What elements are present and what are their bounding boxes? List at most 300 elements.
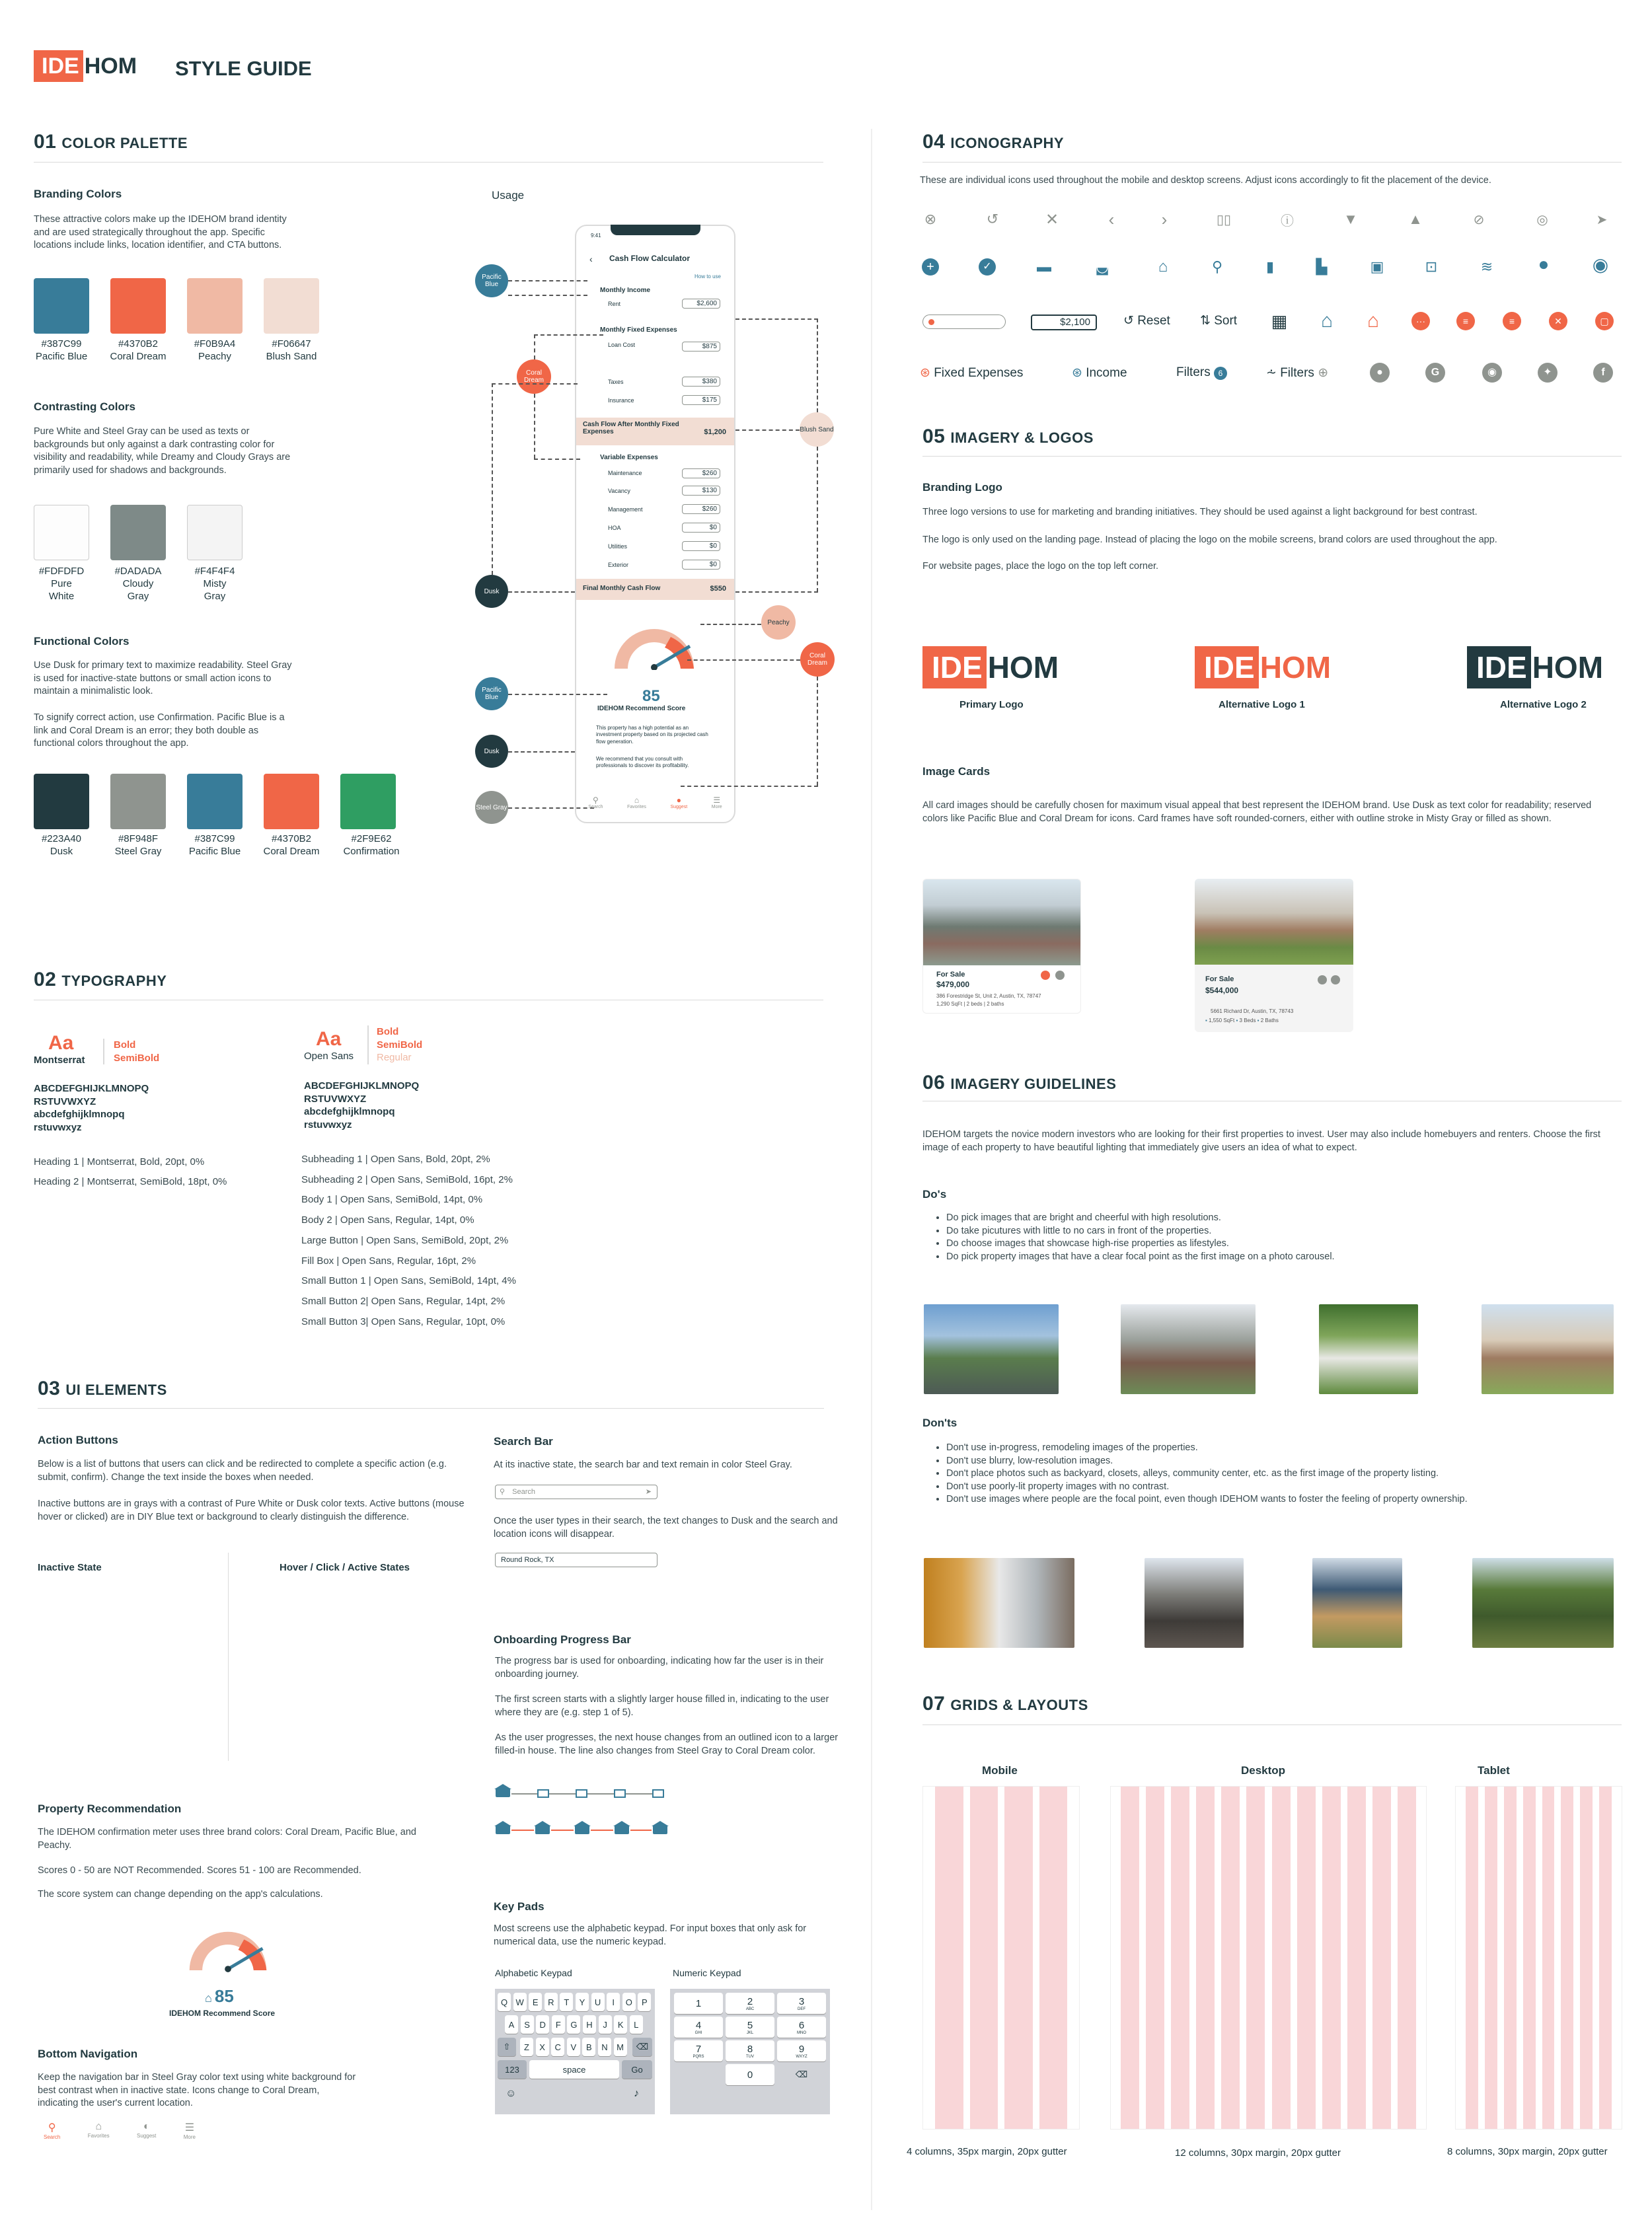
imagery-guidelines-text: IDEHOM targets the novice modern investors who are looking for their first properties to invest. User may also include homebuyers and renters. Choose the first image of each property to have beautiful lighting that immediately give users an idea of what to expect. [922,1129,1600,1153]
key-space[interactable]: space [529,2060,619,2079]
key-f[interactable]: F [552,2015,565,2034]
key-e[interactable]: E [529,1993,542,2011]
rent-input[interactable]: $2,600 [682,299,720,309]
recommend-label: IDEHOM Recommend Score [169,2009,276,2018]
bath-icon[interactable]: ◛ [1095,258,1109,275]
pill-steel-gray: Steel Gray [475,791,508,824]
search-icon: ⚲ [500,1488,506,1496]
location-marker-icon[interactable]: ● [1538,254,1550,274]
favorite-coral-icon[interactable] [1041,971,1050,980]
score-label: IDEHOM Recommend Score [597,705,686,712]
key-letters: ABC [745,2007,755,2011]
key-a[interactable]: A [505,2015,518,2034]
card-address: 386 Forestridge St, Unit 2, Austin, TX, 78747 [936,993,1041,999]
key-m[interactable]: M [614,2038,627,2056]
fixed-expenses-chip[interactable] [920,365,1023,381]
opensans-aa: Aa [316,1028,342,1050]
key-x[interactable]: X [536,2038,549,2056]
close-coral-icon[interactable]: ✕ [1548,311,1569,332]
vacancy-input[interactable]: $130 [682,486,720,496]
nav-label: Search [44,2134,61,2140]
branding-logo-text-2: The logo is only used on the landing page. Instead of placing the logo on the mobile screens, brand colors are used throughout the app. [922,535,1497,545]
suggest-icon: ◐ [143,2121,150,2132]
chevron-right-icon[interactable]: › [1161,209,1168,229]
key-4[interactable] [674,2017,723,2038]
do-image-cottage [1319,1304,1418,1394]
section-03-title: 03 UI ELEMENTS [38,1378,167,1399]
section-05-title: 05 IMAGERY & LOGOS [922,426,1094,447]
swatch-hex: #F4F4F4 [194,566,235,577]
key-g[interactable]: G [567,2015,580,2034]
key-z[interactable]: Z [520,2038,533,2056]
filters-label: Filters [1280,366,1314,380]
backspace-key-icon[interactable]: ⌫ [632,2038,652,2056]
inactive-state-label: Inactive State [38,1562,102,1573]
action-buttons-title: Action Buttons [38,1434,118,1446]
nav-suggest[interactable] [670,796,687,822]
iconography-text: These are individual icons used throughout the mobile and desktop screens. Adjust icons accordingly to fit the placement of the device. [920,175,1491,186]
how-to-link[interactable]: How to use [694,274,721,279]
weight-label: SemiBold [377,1039,423,1051]
taxes-label: Taxes [608,379,624,385]
heading-spec: Heading 2 | Montserrat, SemiBold, 18pt, 0% [34,1176,227,1187]
progress-slider[interactable] [922,315,1006,329]
insurance-label: Insurance [608,397,634,404]
close-circle-icon[interactable]: ⊗ [924,211,937,227]
phone-time: 9:41 [591,233,601,239]
car-icon[interactable]: ⊡ [1425,258,1438,275]
tablet-grid-caption: 8 columns, 30px margin, 20px gutter [1447,2146,1608,2157]
plus-circle-icon[interactable]: + [920,256,941,278]
grid-column [1372,1787,1391,2129]
back-chevron-icon[interactable]: ‹ [589,254,593,264]
map-pin-icon[interactable]: ⚲ [1211,258,1223,275]
key-o[interactable]: O [622,1993,636,2011]
branding-colors-text: These attractive colors make up the IDEHOM brand identity and are used strategically throughout the app. Specific locations include links, location identifier, and CTA buttons. [34,214,287,251]
final-cash-flow-value: $550 [710,585,726,593]
nav-suggest[interactable] [137,2121,156,2140]
section-04-title: 04 ICONOGRAPHY [922,131,1065,153]
chip-label: Fixed Expenses [934,366,1024,380]
tools-icon[interactable]: ▣ [1370,258,1384,275]
location-arrow-icon: ➤ [645,1488,652,1496]
key-s[interactable]: S [521,2015,534,2034]
card-status: For Sale [936,971,965,979]
menu-icon: ☰ [713,796,721,805]
logo-hom: HOM [1532,650,1604,685]
do-image-townhouses [1121,1304,1256,1394]
alphabet-line: abcdefghijklmnopq [34,1109,125,1120]
dos-item: • Do take picutures with little to no cars in front of the properties. [946,1225,1618,1238]
nav-label: Suggest [670,805,688,809]
house-icon: ⌂ [95,2121,102,2132]
card-address: 5661 Richard Dr, Austin, TX, 78743 [1211,1008,1294,1014]
grid-column [1246,1787,1265,2129]
key-c[interactable]: C [551,2038,564,2056]
emoji-icon[interactable]: ☺ [506,2088,517,2099]
suggest-icon: ● [676,796,681,805]
key-letters: DEF [798,2007,806,2011]
desktop-grid [1110,1786,1427,2130]
grid-column [970,1787,998,2129]
section-02-title: 02 TYPOGRAPHY [34,969,167,990]
logo-hom: HOM [1259,650,1332,685]
key-digit: 2 [747,1995,753,2007]
tablet-grid [1455,1786,1622,2130]
pill-dusk: Dusk [475,575,508,608]
key-8[interactable] [726,2040,774,2061]
nav-label: Suggest [137,2133,157,2139]
shift-key-icon[interactable]: ⇧ [498,2038,516,2056]
opensans-weights [367,1025,422,1064]
nav-label: More [711,805,722,809]
loan-input[interactable]: $875 [682,342,720,352]
hoa-input[interactable]: $0 [682,523,720,533]
dont-image-remodel [924,1558,1074,1648]
donts-title: Don'ts [922,1417,957,1429]
score-value: 85 [214,1986,234,2006]
undo-icon: ↺ [1123,314,1134,328]
swatch-name: Coral Dream [263,845,320,857]
search-bar-text-1: At its inactive state, the search bar and text remain in color Steel Gray. [494,1460,792,1470]
meta-beds: 3 Beds [1239,1018,1256,1023]
recommend-gauge-icon [183,1925,273,1972]
undo-icon[interactable]: ↺ [986,211,999,227]
swatch-steel-gray [110,774,166,829]
send-arrow-icon[interactable]: ➤ [1596,212,1608,227]
grid-column [1398,1787,1416,2129]
dos-item: • Do choose images that showcase high-rise properties as lifestyles. [946,1238,1618,1251]
grid-column [1039,1787,1068,2129]
utilities-label: Utilities [608,543,628,550]
key-go[interactable]: Go [622,2060,652,2079]
chevron-left-icon[interactable]: ‹ [1108,209,1115,229]
swatch-hex: #2F9E62 [351,833,392,844]
card-meta: 1,290 SqFt | 2 beds | 2 baths [936,1001,1004,1007]
filters-button[interactable] [1266,365,1328,381]
key-t[interactable]: T [560,1993,573,2011]
branding-logo-title: Branding Logo [922,481,1002,494]
loan-label: Loan Cost [608,342,636,348]
google-icon[interactable]: G [1425,362,1446,383]
nav-search[interactable] [44,2121,60,2140]
page-title: STYLE GUIDE [175,57,312,80]
action-buttons-text-2: Inactive buttons are in grays with a contrast of Pure White or Dusk color texts. Active buttons (mouse hover or clicked) are in DIY Blue text or background to clearly distinguish the difference. [38,1499,465,1522]
key-1[interactable] [674,1993,723,2014]
alphabet-line: ABCDEFGHIJKLMNOPQ [34,1083,149,1094]
reset-button[interactable] [1123,313,1170,328]
house-alert-icon[interactable]: ⌂ [1367,310,1380,332]
management-input[interactable]: $260 [682,504,720,514]
numeric-keypad-label: Numeric Keypad [673,1968,741,1978]
action-buttons-text-1: Below is a list of buttons that users can click and be redirected to complete a specific action (e.g. submit, confirm). Change the text inside the boxes when needed. [38,1459,447,1483]
donts-item: • Don't use images where people are the focal point, even though IDEHOM wants to foster the feeling of property ownership. [946,1493,1618,1506]
list-coral-icon[interactable]: ≡ [1501,311,1522,332]
swatch-hex: #4370B2 [271,833,312,844]
swatch-hex: #F06647 [272,338,311,350]
body-spec: Body 1 | Open Sans, SemiBold, 14pt, 0% [301,1194,483,1206]
body-spec: Subheading 1 | Open Sans, Bold, 20pt, 2% [301,1154,490,1165]
grid-column [1272,1787,1291,2129]
filters-badge: 6 [1214,367,1227,380]
triangle-down-icon[interactable]: ▼ [1343,211,1358,227]
key-h[interactable]: H [583,2015,596,2034]
calculator-icon[interactable]: ▦ [1271,311,1288,331]
grid-column [1580,1787,1593,2129]
pill-peachy: Peachy [761,605,796,640]
key-digit: 6 [798,2019,805,2031]
plus-circle-small-icon: ⊕ [1318,366,1329,380]
donts-list [937,1442,1618,1506]
book-icon[interactable]: ▯▯ [1216,212,1231,227]
search-bar-active[interactable]: Round Rock, TX [495,1553,657,1567]
nav-favorites[interactable] [627,796,646,822]
value-input[interactable]: $2,100 [1031,315,1097,330]
dollar-blue-icon: ⊛ [1072,366,1082,380]
swatch-name: Pure White [48,577,75,602]
functional-colors-text-2: To signify correct action, use Confirmation. Pacific Blue is a link and Coral Dream is an error; they both double as functional colors throughout the app. [34,712,285,749]
swatch-pure-white [34,505,89,560]
insurance-input[interactable]: $175 [682,395,720,405]
income-chip[interactable] [1072,365,1127,381]
key-d[interactable]: D [536,2015,549,2034]
swatch-hex: #387C99 [41,338,82,350]
check-circle-icon[interactable]: ✓ [977,256,998,278]
eye-off-icon[interactable]: ⊘ [1473,212,1485,227]
onboarding-text-3: As the user progresses, the next house changes from an outlined icon to a larger filled-in house. The line also changes from Steel Gray to Coral Dream color. [495,1732,839,1756]
slider-dot [928,319,934,325]
utilities-input[interactable]: $0 [682,541,720,551]
building-icon[interactable]: ▮ [1265,258,1275,275]
share-icon[interactable] [1055,971,1065,980]
sort-label: Sort [1214,314,1238,328]
swatch-confirmation [340,774,396,829]
weight-label: SemiBold [114,1052,160,1064]
key-k[interactable]: K [614,2015,627,2034]
swatch-coral-dream-2 [264,774,319,829]
contrasting-colors-text: Pure White and Steel Gray can be used as texts or backgrounds but only against a dark contrasting color for visibility and readability, while Dreamy and Cloudy Grays are primarily used for shadows and backgrounds. [34,426,291,476]
onboarding-progress-bars [494,1784,673,1837]
key-w[interactable]: W [513,1993,527,2011]
variable-expenses-label: Variable Expenses [600,454,658,461]
body-spec: Large Button | Open Sans, SemiBold, 20pt, 2% [301,1234,509,1246]
bed-icon: ▪ [1236,1018,1238,1023]
dont-image-blurry [1145,1558,1244,1648]
bed-icon[interactable]: ▬ [1037,258,1051,275]
key-digit: 9 [798,2043,805,2055]
key-7[interactable] [674,2040,723,2061]
pill-coral-dream: Coral Dream [517,359,551,394]
maintenance-input[interactable]: $260 [682,468,720,478]
facebook-icon[interactable]: f [1593,362,1614,383]
dont-image-backyard [1472,1558,1614,1648]
section-07-title: 07 GRIDS & LAYOUTS [922,1693,1088,1715]
alphabet-line: RSTUVWXYZ [304,1093,367,1105]
home-icon[interactable]: ⌂ [1158,258,1168,276]
body-spec: Body 2 | Open Sans, Regular, 14pt, 0% [301,1214,474,1226]
key-u[interactable]: U [591,1993,605,2011]
onboarding-text-2: The first screen starts with a slightly larger house filled in, indicating to the user where they are (e.g. step 1 of 5). [495,1694,829,1718]
swatch-hex: #4370B2 [118,338,159,350]
twitter-icon[interactable]: ✦ [1537,362,1558,383]
image-cards-title: Image Cards [922,765,991,778]
search-bar-inactive[interactable] [495,1485,657,1499]
house-outline-icon[interactable]: ⌂ [1320,310,1333,332]
sort-button[interactable] [1200,313,1237,328]
key-123[interactable]: 123 [498,2060,527,2079]
more-coral-icon[interactable]: ··· [1410,311,1431,332]
nav-favorites[interactable] [88,2121,110,2140]
microphone-icon[interactable]: ♪ [634,2088,639,2099]
logo-hom: HOM [84,53,137,79]
branding-colors-title: Branding Colors [34,188,122,200]
grid-column [1146,1787,1164,2129]
alphabet-line: rstuvwxyz [304,1119,352,1131]
eye-icon[interactable]: ◎ [1536,212,1548,227]
property-card-2[interactable] [1195,879,1353,1032]
key-b[interactable]: B [582,2038,595,2056]
alphabet-line: ABCDEFGHIJKLMNOPQ [304,1080,420,1092]
onboarding-title: Onboarding Progress Bar [494,1633,631,1646]
score-description-1: This property has a high potential as an investment property based on its projected cash flow generation. [596,725,708,745]
filters-count-button[interactable] [1176,365,1227,380]
swatch-dusk [34,774,89,829]
triangle-up-icon[interactable]: ▲ [1408,211,1423,227]
management-label: Management [608,506,643,513]
donts-item: • Don't place photos such as backyard, closets, alleys, community center, etc. as the first image of the property listing. [946,1467,1618,1481]
key-9[interactable] [777,2040,826,2061]
swatch-name: Steel Gray [114,845,162,857]
hoa-label: HOA [608,525,621,531]
final-cash-flow-label: Final Monthly Cash Flow [583,585,661,592]
recommend-text-2: Scores 0 - 50 are NOT Recommended. Scores 51 - 100 are Recommended. [38,1865,361,1876]
key-p[interactable]: P [638,1993,651,2011]
grid-column [1542,1787,1555,2129]
filters-label: Filters [1176,365,1211,379]
pill-dusk-2: Dusk [475,735,508,768]
grid-column [1171,1787,1189,2129]
swatch-peachy [187,278,243,334]
exterior-input[interactable]: $0 [682,560,720,570]
section-01-title: 01 COLOR PALETTE [34,131,188,153]
chip-label: Income [1086,366,1127,380]
favorite-icon[interactable] [1318,975,1327,984]
exterior-label: Exterior [608,562,629,568]
logo-ide: IDE [1467,646,1531,688]
grid-column [1599,1787,1612,2129]
meta-baths: 2 Baths [1260,1018,1279,1023]
key-q[interactable]: Q [498,1993,511,2011]
fixed-expenses-label: Monthly Fixed Expenses [600,326,677,334]
score-description-2: We recommend that you consult with professionals to discover its profitability. [596,756,689,769]
minus-coral-icon[interactable]: ≡ [1455,311,1476,332]
branding-logo-text-1: Three logo versions to use for marketing and branding initiatives. They should be used against a light background for best contrast. [922,507,1478,517]
help-circle-icon[interactable]: ⓘ [1281,213,1294,229]
key-j[interactable]: J [599,2015,612,2034]
desktop-grid-label: Desktop [1241,1764,1286,1777]
button-divider [228,1553,229,1761]
weight-label: Regular [377,1052,412,1063]
cf-after-value: $1,200 [704,428,726,436]
alternative-logo-2-label: Alternative Logo 2 [1500,699,1587,710]
maintenance-label: Maintenance [608,470,642,476]
card-price: $479,000 [936,980,970,989]
alphabetic-keypad [495,1989,655,2114]
grid-column [1561,1787,1573,2129]
functional-colors-title: Functional Colors [34,635,130,648]
functional-colors-text-1: Use Dusk for primary text to maximize readability. Steel Gray is used for inactive-state buttons or small action icons to maintain a minimalistic look. [34,660,292,697]
property-card-1[interactable] [922,879,1081,1014]
swatch-pacific-blue [34,278,89,334]
key-6[interactable] [777,2017,826,2038]
share-icon[interactable] [1331,975,1340,984]
key-i[interactable]: I [607,1993,620,2011]
grid-column [1523,1787,1536,2129]
key-0[interactable] [726,2064,774,2085]
property-recommendation-title: Property Recommendation [38,1802,182,1815]
montserrat-aa: Aa [48,1032,74,1054]
pill-blush-sand: Blush Sand [800,412,834,447]
key-digit: 3 [798,1995,805,2007]
swatch-name: Coral Dream [110,350,167,362]
apple-icon[interactable]: ● [1369,362,1390,383]
key-l[interactable]: L [630,2015,643,2034]
pool-icon[interactable]: ≋ [1480,258,1493,275]
search-bar-text-2: Once the user types in their search, the text changes to Dusk and the search and location icons will disappear. [494,1516,838,1539]
grid-column [1221,1787,1240,2129]
close-icon[interactable]: ✕ [1045,210,1059,229]
location-pin-icon[interactable]: ◉ [1592,254,1609,275]
search-icon: ⚲ [48,2122,56,2133]
reddit-icon[interactable]: ◉ [1482,362,1503,383]
active-state-label: Hover / Click / Active States [280,1562,410,1573]
key-r[interactable]: R [544,1993,558,2011]
backspace-key-icon[interactable]: ⌫ [795,2069,808,2079]
key-v[interactable]: V [567,2038,580,2056]
bottom-nav-sample [44,2121,196,2140]
nav-more[interactable] [712,796,722,822]
grid-column [1347,1787,1366,2129]
nav-search[interactable] [588,796,603,822]
pill-coral-dream-2: Coral Dream [800,642,835,677]
card-price: $544,000 [1205,986,1239,995]
monthly-income-label: Monthly Income [600,287,651,294]
swatch-hex: #223A40 [41,833,82,844]
key-3[interactable] [777,1993,826,2014]
vacancy-label: Vacancy [608,488,630,494]
body-spec: Small Button 1 | Open Sans, SemiBold, 14pt, 4% [301,1275,516,1287]
grid-column [935,1787,963,2129]
montserrat-alphabet [34,1082,149,1134]
dos-item: • Do pick property images that have a clear focal point as the first image on a photo carousel. [946,1251,1618,1264]
key-5[interactable] [726,2017,774,2038]
body-specs [301,1150,516,1332]
card-status: For Sale [1205,975,1234,983]
nav-more[interactable] [184,2121,196,2140]
phone-bottom-nav [576,796,734,822]
apartment-icon[interactable]: ▙ [1316,258,1328,275]
search-bar-title: Search Bar [494,1435,553,1448]
swatch-blush-sand [264,278,319,334]
key-n[interactable]: N [598,2038,611,2056]
square-coral-icon[interactable]: ▢ [1594,311,1615,332]
taxes-input[interactable]: $380 [682,377,720,387]
logo-ide: IDE [34,50,83,82]
key-y[interactable]: Y [576,1993,589,2011]
key-2[interactable] [726,1993,774,2014]
donts-item: • Don't use blurry, low-resolution images. [946,1455,1618,1468]
usage-title: Usage [492,189,525,202]
